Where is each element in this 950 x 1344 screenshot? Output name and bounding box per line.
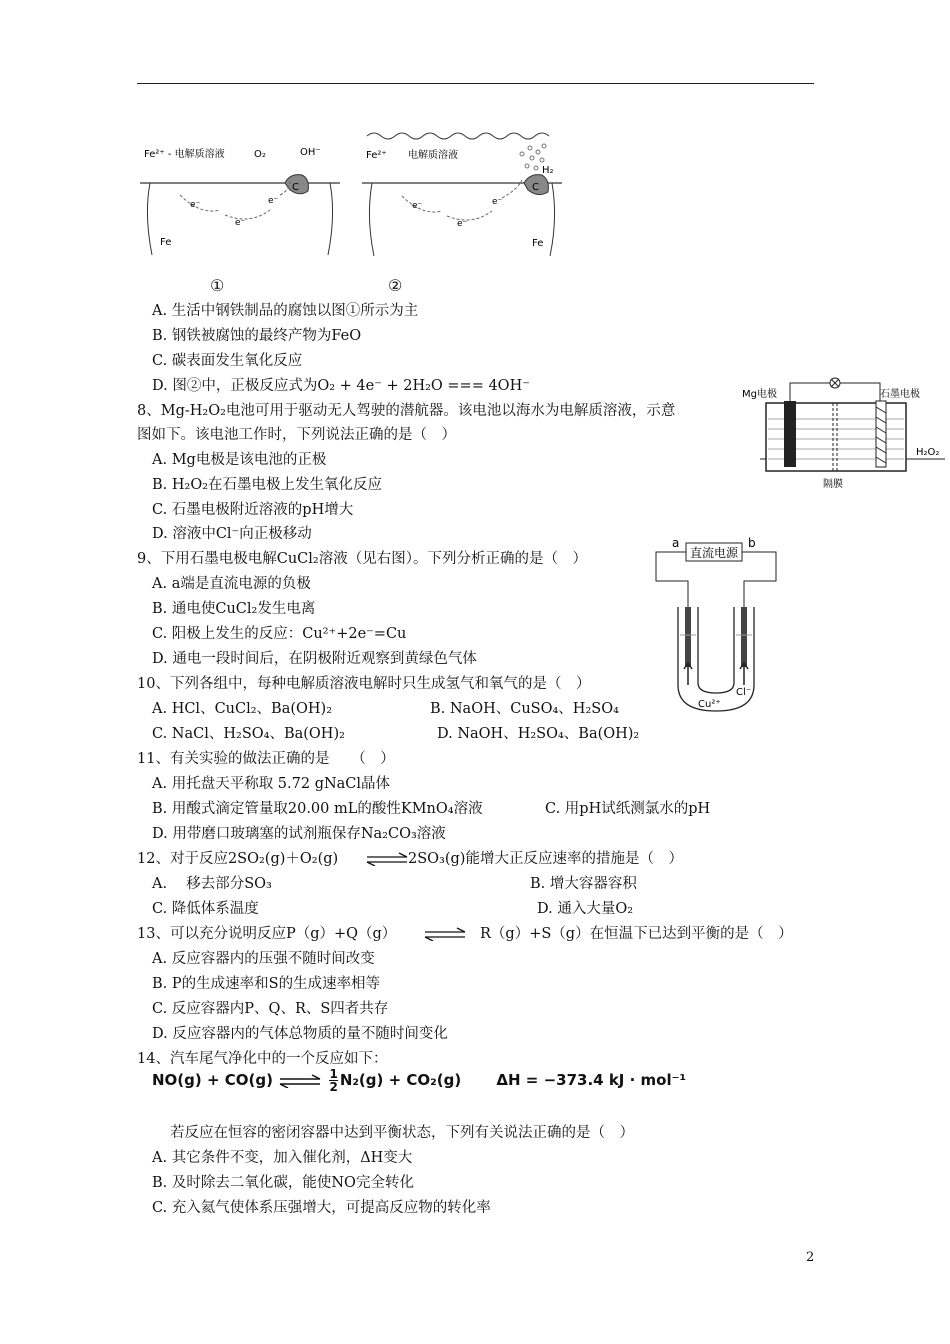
q8-option-a: A. Mg电极是该电池的正极	[152, 452, 327, 468]
q12-option-a: A. 移去部分SO₃	[152, 876, 272, 892]
q10-stem: 10、下列各组中，每种电解质溶液电解时只生成氢气和氧气的是（ ）	[137, 676, 591, 692]
q7-option-d: D. 图②中，正极反应式为O₂ + 4e⁻ + 2H₂O === 4OH⁻	[152, 378, 530, 394]
q9-stem: 9、下用石墨电极电解CuCl₂溶液（见右图）。下列分析正确的是（ ）	[137, 551, 587, 567]
q13-stem-b: R（g）+S（g）在恒温下已达到平衡的是（ ）	[480, 926, 793, 942]
q8-stem-2: 图如下。该电池工作时，下列说法正确的是（ ）	[137, 427, 456, 443]
q9-option-c: C. 阳极上发生的反应：Cu²⁺+2e⁻=Cu	[152, 626, 407, 642]
q12-stem-a: 12、对于反应2SO₂(g)＋O₂(g)	[137, 851, 339, 867]
q8-option-d: D. 溶液中Cl⁻向正极移动	[152, 526, 312, 542]
fig1-fe2-label: Fe²⁺ - 电解质溶液	[144, 149, 225, 160]
q11-stem: 11、有关实验的做法正确的是 （ ）	[137, 751, 395, 767]
eq-rhs: N₂(g) + CO₂(g)	[339, 1071, 462, 1089]
q9-option-b: B. 通电使CuCl₂发生电离	[152, 601, 316, 617]
equilibrium-arrow-q12	[365, 852, 409, 866]
fig2-fe-label: Fe	[532, 238, 544, 249]
q9-option-d: D. 通电一段时间后，在阴极附近观察到黄绿色气体	[152, 651, 477, 667]
q10-option-b: B. NaOH、CuSO₄、H₂SO₄	[430, 701, 619, 717]
eq-frac-den: 2	[329, 1080, 338, 1094]
q13-stem-a: 13、可以充分说明反应P（g）+Q（g）	[137, 926, 397, 942]
q9-option-a: A. a端是直流电源的负极	[152, 576, 311, 592]
h2o2-inlet-label: H₂O₂	[916, 447, 940, 458]
q11-option-c: C. 用pH试纸测氯水的pH	[545, 801, 711, 817]
q14-option-c: C. 充入氦气使体系压强增大，可提高反应物的转化率	[152, 1200, 491, 1216]
figure-number-1: ①	[210, 276, 225, 295]
q8-option-c: C. 石墨电极附近溶液的pH增大	[152, 502, 354, 518]
power-source-label: 直流电源	[690, 546, 739, 560]
q10-option-d: D. NaOH、H₂SO₄、Ba(OH)₂	[437, 726, 640, 742]
fig1-c-label: C	[292, 182, 299, 193]
q7-option-c: C. 碳表面发生氧化反应	[152, 353, 303, 369]
q14-stem: 14、汽车尾气净化中的一个反应如下：	[137, 1051, 388, 1067]
equilibrium-arrow-q13	[423, 927, 467, 941]
graphite-electrode-label: 石墨电极	[880, 389, 920, 400]
membrane-label: 隔膜	[823, 479, 843, 490]
q14-option-a: A. 其它条件不变，加入催化剂，ΔH变大	[152, 1150, 413, 1166]
fig2-h2-label: H₂	[542, 165, 554, 176]
fig1-oh-label: OH⁻	[300, 147, 321, 158]
q14-option-b: B. 及时除去二氧化碳，能使NO完全转化	[152, 1175, 414, 1191]
q11-option-a: A. 用托盘天平称取 5.72 gNaCl晶体	[152, 776, 391, 792]
q10-option-c: C. NaCl、H₂SO₄、Ba(OH)₂	[152, 726, 345, 742]
q11-option-b: B. 用酸式滴定管量取20.00 mL的酸性KMnO₄溶液	[152, 801, 483, 817]
eq-frac-num: 1	[329, 1067, 338, 1081]
mg-electrode-label: Mg电极	[742, 389, 777, 400]
header-rule	[137, 83, 814, 84]
q10-option-a: A. HCl、CuCl₂、Ba(OH)₂	[152, 701, 333, 717]
terminal-a-label: a	[672, 536, 680, 550]
q8-stem-1: 8、Mg-H₂O₂电池可用于驱动无人驾驶的潜航器。该电池以海水为电解质溶液，示意	[137, 403, 676, 419]
fig2-e2: e⁻	[457, 219, 468, 229]
q11-option-d: D. 用带磨口玻璃塞的试剂瓶保存Na₂CO₃溶液	[152, 826, 446, 842]
fig1-e3: e⁻	[268, 196, 279, 206]
corrosion-figure-1	[140, 135, 340, 260]
figure-number-2: ②	[388, 276, 403, 295]
q14-condition: 若反应在恒容的密闭容器中达到平衡状态，下列有关说法正确的是（ ）	[170, 1125, 634, 1141]
eq-enthalpy: ΔH = −373.4 kJ · mol⁻¹	[496, 1071, 687, 1089]
electrolysis-diagram	[650, 535, 785, 720]
fig2-sol-label: 电解质溶液	[408, 150, 458, 161]
q14-equation	[152, 1068, 686, 1093]
fig1-fe-label: Fe	[160, 237, 172, 248]
cl-ion-label: Cl⁻	[736, 687, 752, 698]
q13-option-b: B. P的生成速率和S的生成速率相等	[152, 976, 381, 992]
battery-diagram	[740, 375, 945, 490]
corrosion-figure-2	[362, 128, 562, 260]
fig1-o2-label: O₂	[254, 149, 266, 160]
fig2-c-label: C	[532, 182, 539, 193]
q13-option-c: C. 反应容器内P、Q、R、S四者共存	[152, 1001, 389, 1017]
q8-option-b: B. H₂O₂在石墨电极上发生氧化反应	[152, 477, 383, 493]
cu-ion-label: Cu²⁺	[698, 699, 721, 710]
eq-lhs: NO(g) + CO(g)	[152, 1071, 273, 1089]
q13-option-d: D. 反应容器内的气体总物质的量不随时间变化	[152, 1026, 448, 1042]
fig2-fe2-label: Fe²⁺	[366, 150, 387, 161]
q7-option-a: A. 生活中钢铁制品的腐蚀以图①所示为主	[152, 303, 419, 319]
page-number: 2	[806, 1250, 815, 1265]
q12-stem-b: 2SO₃(g)能增大正反应速率的措施是（ ）	[408, 851, 683, 867]
fig2-e1: e⁻	[412, 201, 423, 211]
fig1-e1: e⁻	[190, 200, 201, 210]
q13-option-a: A. 反应容器内的压强不随时间改变	[152, 951, 375, 967]
q12-option-d: D. 通入大量O₂	[537, 901, 634, 917]
q7-option-b: B. 钢铁被腐蚀的最终产物为FeO	[152, 328, 362, 344]
q12-option-c: C. 降低体系温度	[152, 901, 259, 917]
eq-equilibrium-arrow	[278, 1074, 322, 1088]
eq-fraction	[329, 1068, 337, 1093]
terminal-b-label: b	[748, 536, 756, 550]
q12-option-b: B. 增大容器容积	[530, 876, 637, 892]
fig2-e3: e⁻	[492, 197, 503, 207]
fig1-e2: e⁻	[235, 218, 246, 228]
